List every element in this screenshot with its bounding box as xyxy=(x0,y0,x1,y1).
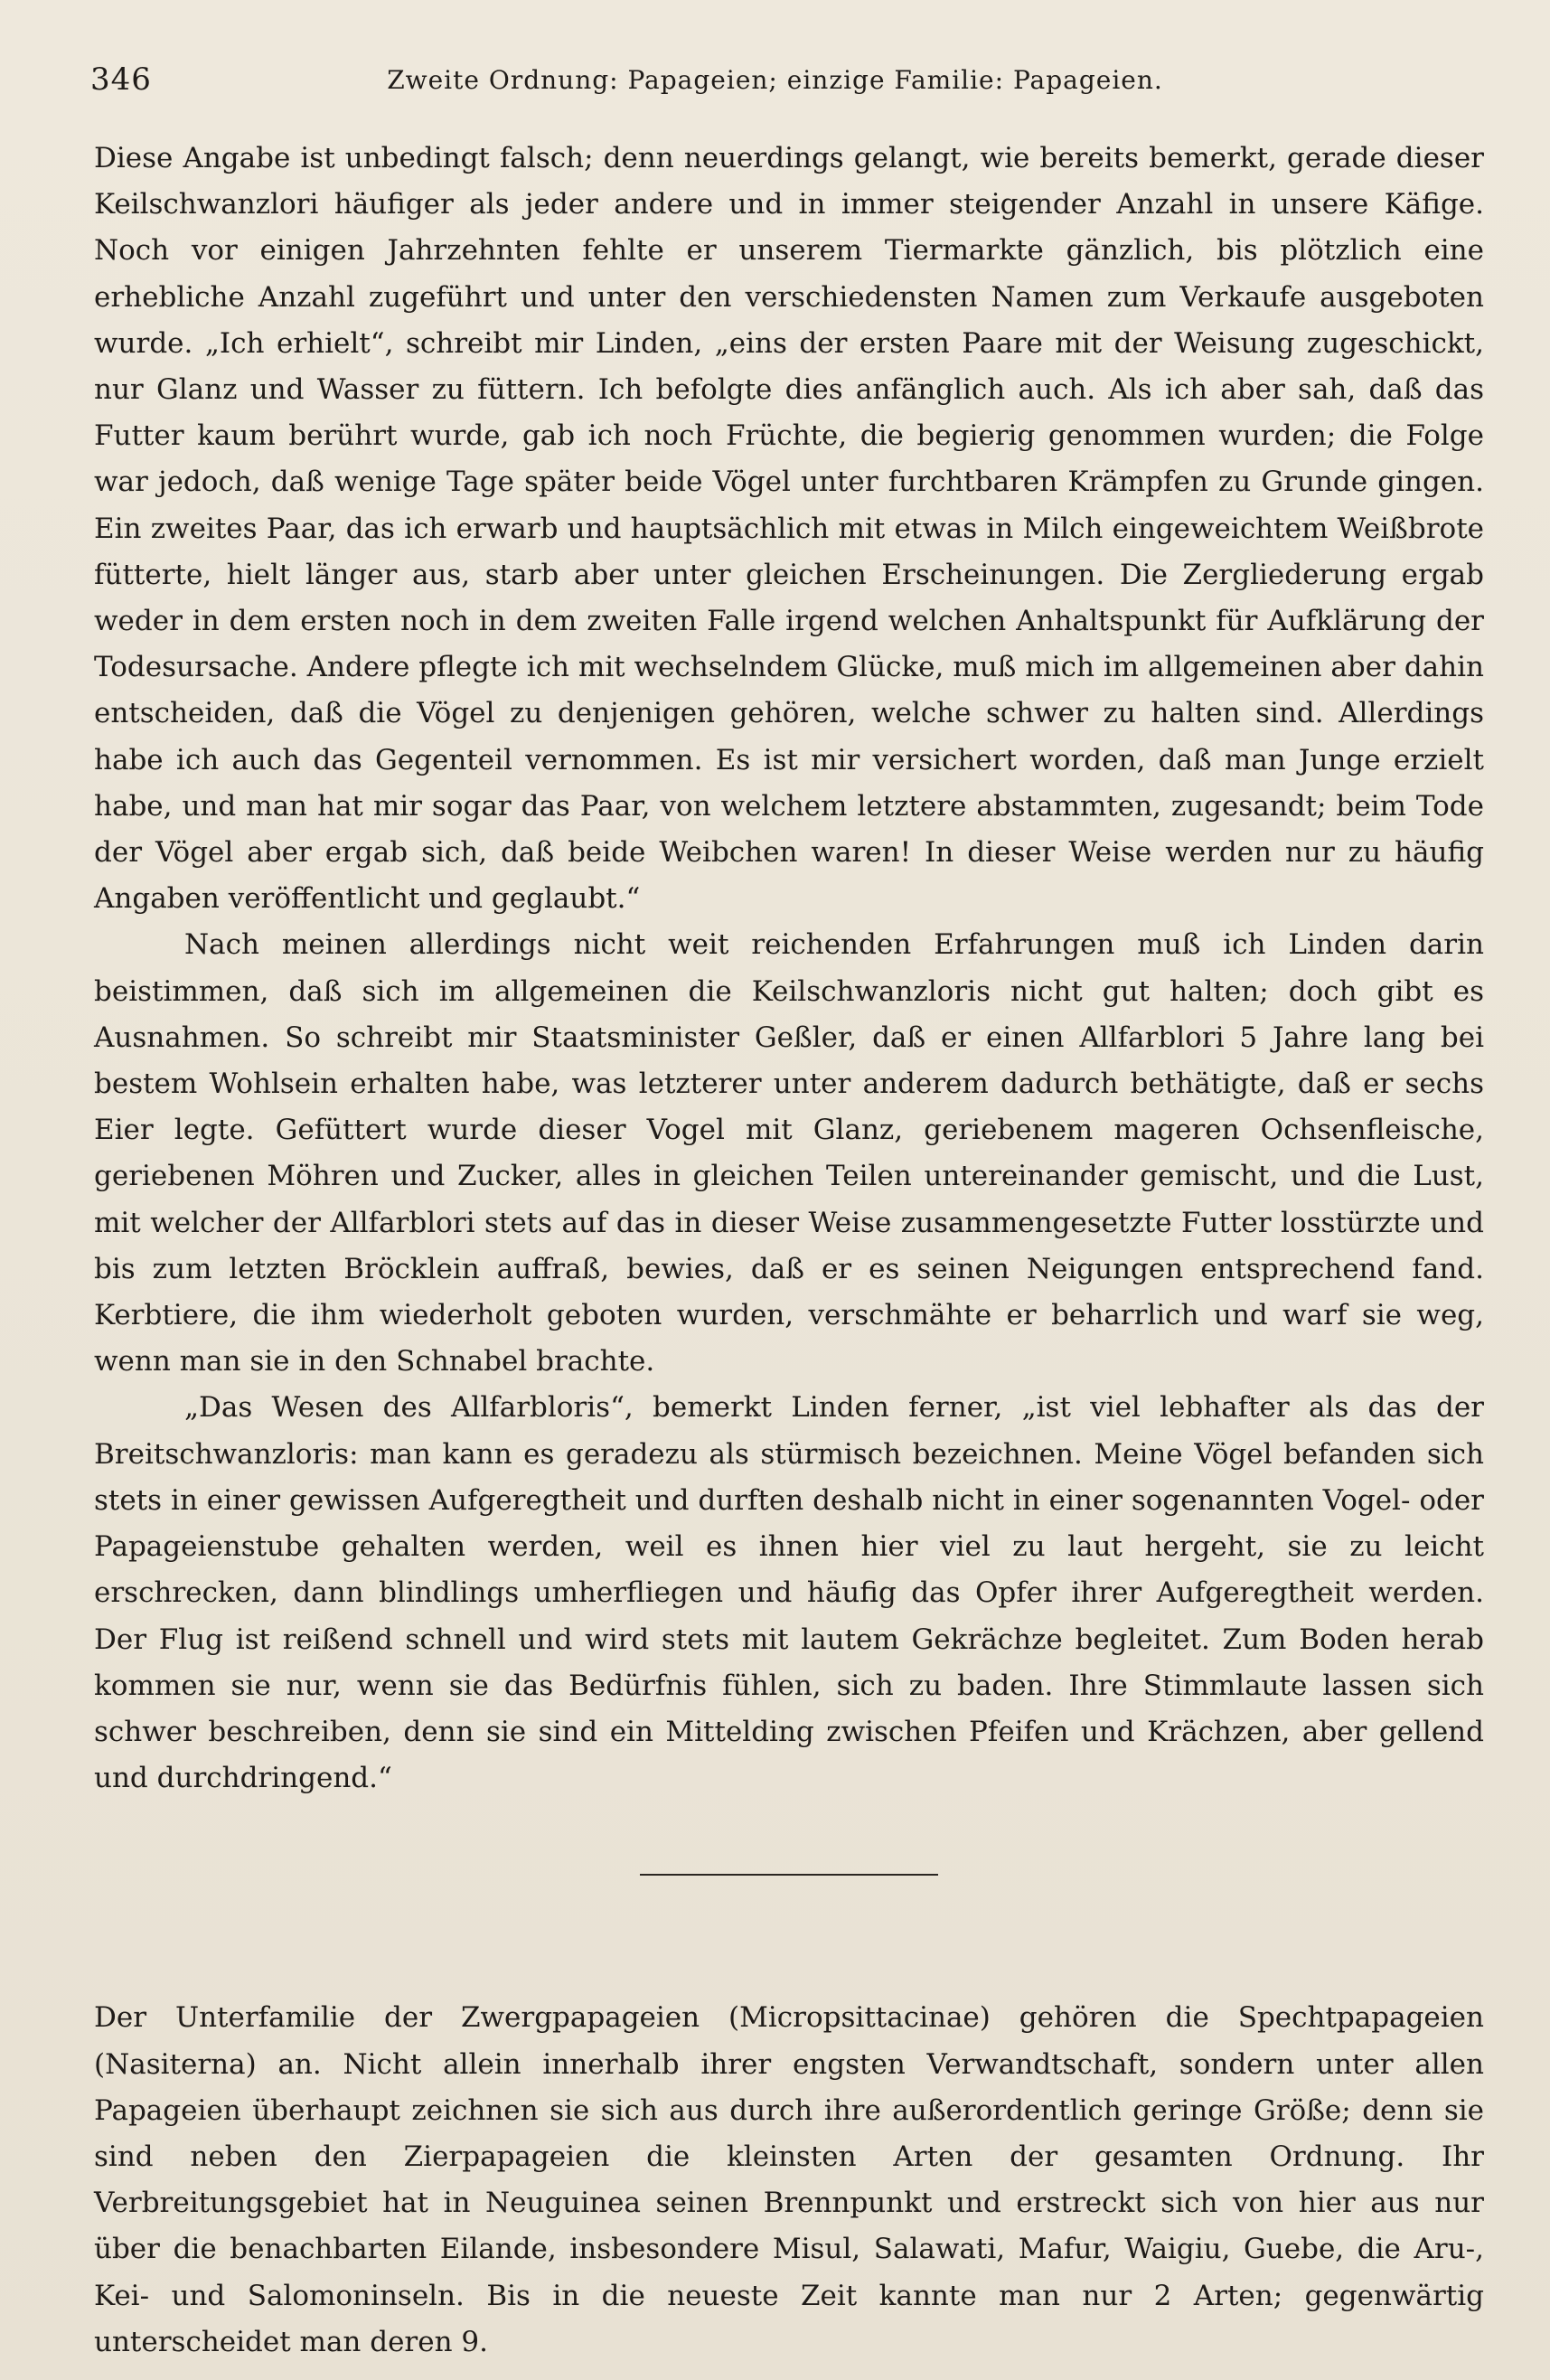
paragraph-4: Der Unterfamilie der Zwergpapageien (Micropsittacinae) gehören die Spechtpapageien (Nasiterna) an. Nicht allein innerhalb ihrer engsten Verwandtschaft, sondern unter allen Papageien überhaupt zeichnen sie sich aus durch ihre außerordentlich geringe Größe; denn sie sind neben den Zierpapageien die kleinsten Arten der gesamten Ordnung. Ihr Verbreitungsgebiet hat in Neuguinea seinen Brennpunkt und erstreckt sich von hier aus nur über die benachbarten Eilande, insbesondere Misul, Salawati, Mafur, Waigiu, Guebe, die Aru-, Kei- und Salomoninseln. Bis in die neueste Zeit kannte man nur 2 Arten; gegenwärtig unterscheidet man deren 9. xyxy=(94,2001,1484,2358)
running-head: Zweite Ordnung: Papageien; einzige Familie: Papageien. xyxy=(387,65,1163,95)
section-divider xyxy=(640,1874,938,1876)
paragraph-2: Nach meinen allerdings nicht weit reichenden Erfahrungen muß ich Linden darin beistimmen, daß sich im allgemeinen die Keilschwanzloris nicht gut halten; doch gibt es Ausnahmen. So schreibt mir Staatsminister Geßler, daß er einen Allfarblori 5 Jahre lang bei bestem Wohlsein erhalten habe, was letzterer unter anderem dadurch bethätigte, daß er sechs Eier legte. Gefüttert wurde dieser Vogel mit Glanz, geriebenem mageren Ochsenfleische, geriebenen Möhren und Zucker, alles in gleichen Teilen untereinander gemischt, und die Lust, mit welcher der Allfarblori stets auf das in dieser Weise zusammengesetzte Futter losstürzte und bis zum letzten Bröcklein auffraß, bewies, daß er es seinen Neigungen entsprechend fand. Kerbtiere, die ihm wiederholt geboten wurden, verschmähte er beharrlich und warf sie weg, wenn man sie in den Schnabel brachte. xyxy=(94,928,1484,1378)
paragraph-3: „Das Wesen des Allfarbloris“, bemerkt Linden ferner, „ist viel lebhafter als das der Breitschwanzloris: man kann es geradezu als stürmisch bezeichnen. Meine Vögel befanden sich stets in einer gewissen Aufgeregtheit und durften deshalb nicht in einer sogenannten Vogel- oder Papageienstube gehalten werden, weil es ihnen hier viel zu laut hergeht, sie zu leicht erschrecken, dann blindlings umherfliegen und häufig das Opfer ihrer Aufgeregtheit werden. Der Flug ist reißend schnell und wird stets mit lautem Gekrächze begleitet. Zum Boden herab kommen sie nur, wenn sie das Bedürfnis fühlen, sich zu baden. Ihre Stimmlaute lassen sich schwer beschreiben, denn sie sind ein Mittelding zwischen Pfeifen und Krächzen, aber gellend und durchdringend.“ xyxy=(94,1391,1484,1795)
paragraph-1: Diese Angabe ist unbedingt falsch; denn neuerdings gelangt, wie bereits bemerkt, gerade dieser Keilschwanzlori häufiger als jeder andere und in immer steigender Anzahl in unsere Käfige. Noch vor einigen Jahrzehnten fehlte er unserem Tiermarkte gänzlich, bis plötzlich eine erhebliche Anzahl zugeführt und unter den verschiedensten Namen zum Verkaufe ausgeboten wurde. „Ich erhielt“, schreibt mir Linden, „eins der ersten Paare mit der Weisung zugeschickt, nur Glanz und Wasser zu füttern. Ich befolgte dies anfänglich auch. Als ich aber sah, daß das Futter kaum berührt wurde, gab ich noch Früchte, die begierig genommen wurden; die Folge war jedoch, daß wenige Tage später beide Vögel unter furchtbaren Krämpfen zu Grunde gingen. Ein zweites Paar, das ich erwarb und hauptsächlich mit etwas in Milch eingeweichtem Weißbrote fütterte, hielt länger aus, starb aber unter gleichen Erscheinungen. Die Zergliederung ergab weder in dem ersten noch in dem zweiten Falle irgend welchen Anhaltspunkt für Aufklärung der Todesursache. Andere pflegte ich mit wechselndem Glücke, muß mich im allgemeinen aber dahin entscheiden, daß die Vögel zu denjenigen gehören, welche schwer zu halten sind. Allerdings habe ich auch das Gegenteil vernommen. Es ist mir versichert worden, daß man Junge erzielt habe, und man hat mir sogar das Paar, von welchem letztere abstammten, zugesandt; beim Tode der Vögel aber ergab sich, daß beide Weibchen waren! In dieser Weise werden nur zu häufig Angaben veröffentlicht und geglaubt.“ xyxy=(94,142,1484,916)
page-number: 346 xyxy=(90,61,152,98)
page-body xyxy=(94,136,1484,2366)
page-header xyxy=(90,61,1460,107)
